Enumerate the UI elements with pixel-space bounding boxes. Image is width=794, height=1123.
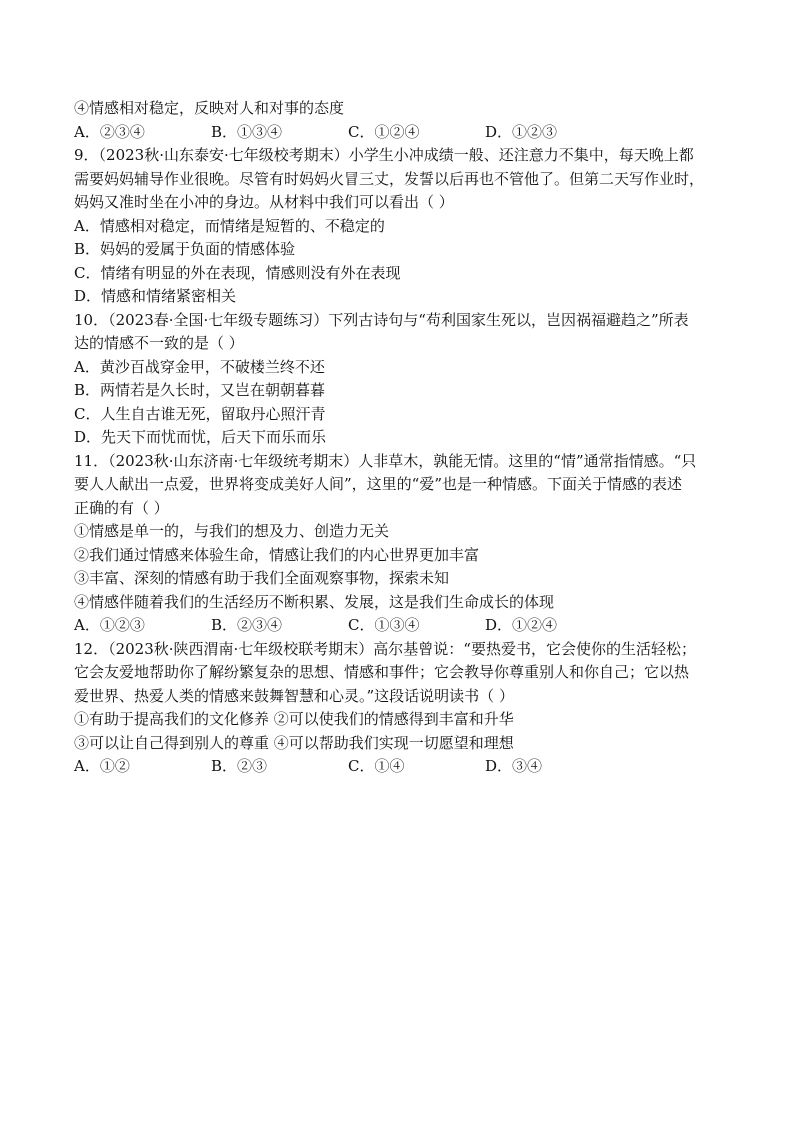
option-c[interactable]: C．人生自古谁无死，留取丹心照汗青 bbox=[74, 404, 326, 423]
option-d[interactable]: D．①②③ bbox=[485, 122, 558, 141]
option-c[interactable]: C．情绪有明显的外在表现，情感则没有外在表现 bbox=[74, 263, 401, 282]
option-d[interactable]: D．先天下而忧而忧，后天下而乐而乐 bbox=[74, 428, 327, 446]
statement-3: ③丰富、深刻的情感有助于我们全面观察事物，探索未知 bbox=[74, 569, 450, 587]
question-stem: 爱世界、热爱人类的情感来鼓舞智慧和心灵。”这段话说明读书（ ） bbox=[74, 686, 514, 705]
option-a[interactable]: A．①② bbox=[74, 757, 130, 775]
question-stem: 妈妈又准时坐在小冲的身边。从材料中我们可以看出（ ） bbox=[74, 193, 454, 211]
option-a[interactable]: A．②③④ bbox=[74, 122, 145, 141]
question-stem: 9．（2023秋·山东泰安·七年级校考期末）小学生小冲成绩一般、还注意力不集中，每天晚上都 bbox=[74, 146, 694, 164]
option-d[interactable]: D．③④ bbox=[485, 757, 543, 775]
option-d[interactable]: D．情感和情绪紧密相关 bbox=[74, 287, 237, 305]
question-stem: 正确的有（ ） bbox=[74, 498, 169, 517]
question-12 bbox=[74, 638, 734, 779]
question-stem: 需要妈妈辅导作业很晚。尽管有时妈妈火冒三丈，发誓以后再也不管他了。但第二天写作业时， bbox=[74, 169, 705, 188]
option-a[interactable]: A．①②③ bbox=[74, 616, 145, 634]
option-c[interactable]: C．①④ bbox=[348, 757, 405, 775]
question-10 bbox=[74, 309, 734, 450]
question-11 bbox=[74, 450, 734, 638]
statement-4: ④情感相对稳定，反映对人和对事的态度 bbox=[74, 99, 345, 117]
question-stem: 它会友爱地帮助你了解纷繁复杂的思想、情感和事件；它会教导你尊重别人和你自己；它以热 bbox=[74, 663, 690, 681]
statement-4: ④情感伴随着我们的生活经历不断积累、发展，这是我们生命成长的体现 bbox=[74, 592, 555, 611]
option-d[interactable]: D．①②④ bbox=[485, 616, 558, 634]
statements-3-4: ③可以让自己得到别人的尊重 ④可以帮助我们实现一切愿望和理想 bbox=[74, 733, 514, 752]
statement-2: ②我们通过情感来体验生命，情感让我们的内心世界更加丰富 bbox=[74, 545, 480, 564]
option-c[interactable]: C．①③④ bbox=[348, 616, 420, 634]
question-stem: 10．（2023春·全国·七年级专题练习）下列古诗句与“苟利国家生死以，岂因祸福避趋之”所表 bbox=[74, 310, 689, 329]
prev-options bbox=[74, 121, 734, 145]
question-stem: 11．（2023秋·山东济南·七年级统考期末）人非草木，孰能无情。这里的“情”通常指情感。“只 bbox=[74, 451, 697, 470]
option-b[interactable]: B．①③④ bbox=[211, 122, 283, 141]
option-a[interactable]: A．黄沙百战穿金甲，不破楼兰终不还 bbox=[74, 357, 325, 376]
question-stem: 达的情感不一致的是（ ） bbox=[74, 334, 244, 352]
option-c[interactable]: C．①②④ bbox=[348, 122, 420, 141]
question-stem: 12．（2023秋·陕西渭南·七年级校联考期末）高尔基曾说：“要热爱书，它会使你的生活轻松； bbox=[74, 639, 696, 658]
statement-1: ①情感是单一的，与我们的想及力、创造力无关 bbox=[74, 522, 390, 540]
prev-question-tail bbox=[74, 97, 734, 144]
statements-1-2: ①有助于提高我们的文化修养 ②可以使我们的情感得到丰富和升华 bbox=[74, 710, 514, 728]
option-b[interactable]: B．两情若是久长时，又岂在朝朝暮暮 bbox=[74, 381, 326, 399]
answer-options bbox=[74, 614, 734, 638]
answer-options bbox=[74, 755, 734, 779]
option-b[interactable]: B．②③ bbox=[211, 757, 268, 775]
question-stem: 要人人献出一点爱，世界将变成美好人间”，这里的“爱”也是一种情感。下面关于情感的表述 bbox=[74, 475, 683, 493]
option-b[interactable]: B．妈妈的爱属于负面的情感体验 bbox=[74, 240, 296, 258]
option-a[interactable]: A．情感相对稳定，而情绪是短暂的、不稳定的 bbox=[74, 216, 385, 235]
question-9 bbox=[74, 144, 734, 309]
option-b[interactable]: B．②③④ bbox=[211, 616, 283, 634]
